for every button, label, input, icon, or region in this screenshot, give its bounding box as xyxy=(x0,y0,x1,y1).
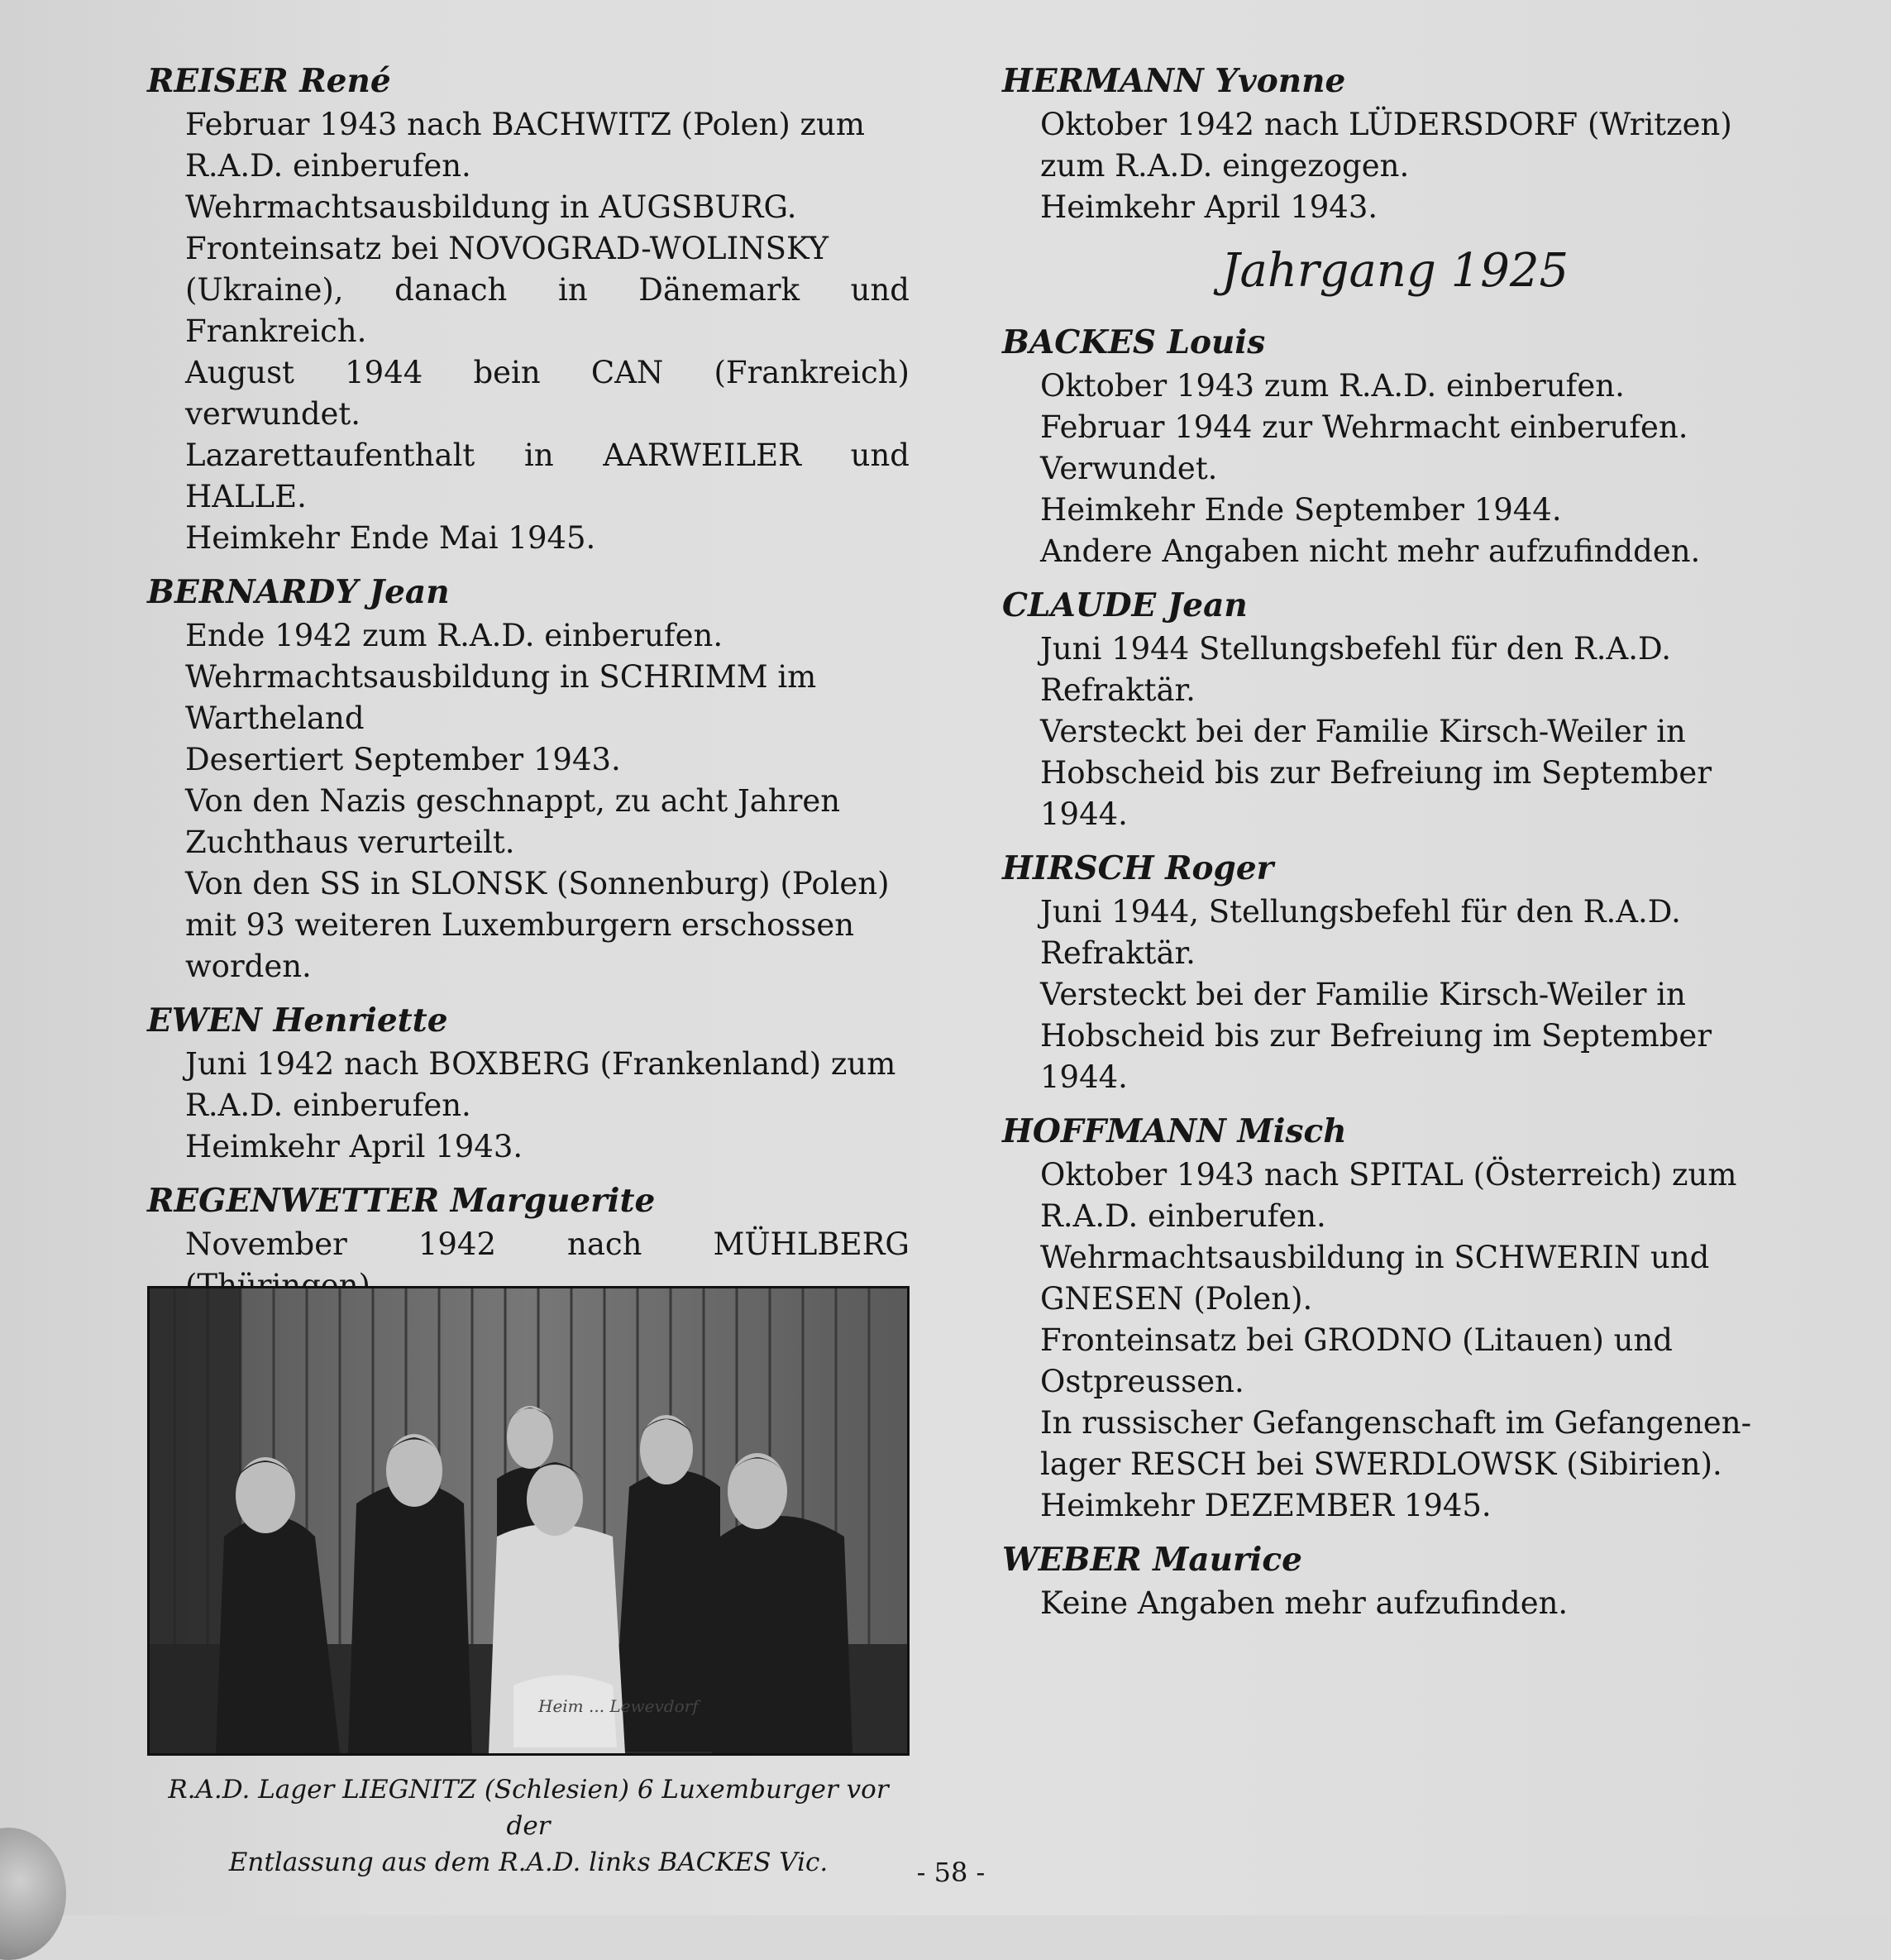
entry-line: Heimkehr DEZEMBER 1945. xyxy=(1040,1488,1492,1523)
entry-bernardy-jean xyxy=(147,569,910,987)
entry-line: Andere Angaben nicht mehr aufzufindden. xyxy=(1040,533,1701,569)
entry-name: HIRSCH Roger xyxy=(1002,849,1274,887)
bag-lettering: Heim ... Lewevdorf xyxy=(538,1696,699,1716)
entry-line: lager RESCH bei SWERDLOWSK (Sibirien). xyxy=(1040,1446,1722,1482)
entry-hirsch-roger xyxy=(1002,845,1763,1098)
entry-name: WEBER Maurice xyxy=(1002,1541,1302,1579)
entry-line: mit 93 weiteren Luxemburgern erschossen xyxy=(185,907,855,943)
entry-body xyxy=(1040,104,1763,228)
entry-line: Fronteinsatz bei GRODNO (Litauen) und xyxy=(1040,1322,1673,1358)
year-heading: Jahrgang 1925 xyxy=(1221,244,1569,298)
entry-line: Heimkehr April 1943. xyxy=(1040,189,1378,225)
entry-line: Februar 1943 nach BACHWITZ (Polen) zum xyxy=(185,107,865,142)
entry-body xyxy=(185,104,910,559)
entry-line: Ende 1942 zum R.A.D. einberufen. xyxy=(185,618,723,653)
entry-line: Juni 1942 nach BOXBERG (Frankenland) zum xyxy=(185,1046,896,1082)
entry-line: Oktober 1943 nach SPITAL (Österreich) zum xyxy=(1040,1157,1737,1193)
entry-line: Hobscheid bis zur Befreiung im September xyxy=(1040,755,1712,791)
entry-line: Wartheland xyxy=(185,700,365,736)
entry-body xyxy=(1040,366,1763,572)
entry-line: Wehrmachtsausbildung in AUGSBURG. xyxy=(185,189,797,225)
entry-line: Fronteinsatz bei NOVOGRAD-WOLINSKY xyxy=(185,231,829,266)
entry-line: November 1942 nach MÜHLBERG xyxy=(185,1226,910,1262)
entry-line: worden. xyxy=(185,949,312,984)
right-column xyxy=(1002,58,1763,1634)
entry-line: Desertiert September 1943. xyxy=(185,742,621,777)
caption-line-1: R.A.D. Lager LIEGNITZ (Schlesien) 6 Luxemburger vor der xyxy=(168,1775,889,1841)
entry-name: HERMANN Yvonne xyxy=(1002,62,1346,100)
entry-line: In russischer Gefangenschaft im Gefangenen- xyxy=(1040,1405,1752,1441)
entry-name: REGENWETTER Marguerite xyxy=(147,1182,656,1220)
entry-line: R.A.D. einberufen. xyxy=(185,148,471,184)
entry-line: Verwundet. xyxy=(1040,451,1218,486)
entry-line: Lazarettaufenthalt in AARWEILER und HALLE. xyxy=(185,437,910,514)
entry-body xyxy=(185,1044,910,1168)
entry-line: Wehrmachtsausbildung in SCHWERIN und xyxy=(1040,1240,1710,1275)
entry-line: Heimkehr Ende Mai 1945. xyxy=(185,520,596,556)
entry-body xyxy=(1040,1583,1763,1624)
photo-caption xyxy=(147,1771,910,1881)
entry-line: Hobscheid bis zur Befreiung im September xyxy=(1040,1018,1712,1054)
entry-line: Heimkehr Ende September 1944. xyxy=(1040,492,1562,528)
entry-body xyxy=(1040,1154,1763,1527)
entry-weber-maurice xyxy=(1002,1537,1763,1624)
entry-line: 1944. xyxy=(1040,1059,1128,1095)
entry-line: Refraktär. xyxy=(1040,935,1196,971)
entry-name: BACKES Louis xyxy=(1002,323,1266,361)
entry-backes-louis xyxy=(1002,319,1763,572)
entry-line: Juni 1944, Stellungsbefehl für den R.A.D. xyxy=(1040,894,1681,930)
entry-line: Ostpreussen. xyxy=(1040,1364,1244,1399)
entry-hermann-yvonne xyxy=(1002,58,1763,228)
entry-ewen-henriette xyxy=(147,997,910,1168)
entry-line: Februar 1944 zur Wehrmacht einberufen. xyxy=(1040,409,1688,445)
entry-line: Versteckt bei der Familie Kirsch-Weiler in xyxy=(1040,714,1686,749)
entry-name: CLAUDE Jean xyxy=(1002,586,1248,624)
entry-line: Zuchthaus verurteilt. xyxy=(185,825,515,860)
page-number: - 58 - xyxy=(916,1857,986,1888)
left-column xyxy=(147,58,910,1399)
entry-line: Von den SS in SLONSK (Sonnenburg) (Polen) xyxy=(185,866,890,901)
entry-line: Oktober 1943 zum R.A.D. einberufen. xyxy=(1040,368,1625,404)
entry-line: Juni 1944 Stellungsbefehl für den R.A.D. xyxy=(1040,631,1672,667)
entry-name: HOFFMANN Misch xyxy=(1002,1112,1347,1150)
entry-line: Oktober 1942 nach LÜDERSDORF (Writzen) xyxy=(1040,107,1732,142)
entry-line: R.A.D. einberufen. xyxy=(1040,1198,1326,1234)
entry-line: Refraktär. xyxy=(1040,672,1196,708)
entry-line: Heimkehr April 1943. xyxy=(185,1129,523,1164)
entry-line: GNESEN (Polen). xyxy=(1040,1281,1313,1317)
group-photo xyxy=(147,1286,910,1756)
entry-name: BERNARDY Jean xyxy=(147,573,450,611)
entry-body xyxy=(1040,892,1763,1098)
entry-name: REISER René xyxy=(147,62,391,100)
entry-line: Von den Nazis geschnappt, zu acht Jahren xyxy=(185,783,841,819)
entry-reiser-rene xyxy=(147,58,910,559)
caption-line-2: Entlassung aus dem R.A.D. links BACKES Vic. xyxy=(228,1848,829,1877)
entry-claude-jean xyxy=(1002,582,1763,835)
entry-line: (Ukraine), danach in Dänemark und Frankreich. xyxy=(185,272,910,349)
thumb-shadow xyxy=(0,1828,66,1960)
entry-line: August 1944 bein CAN (Frankreich) verwundet. xyxy=(185,355,910,432)
entry-name: EWEN Henriette xyxy=(147,1002,448,1040)
entry-line: zum R.A.D. eingezogen. xyxy=(1040,148,1410,184)
group-photo-illustration xyxy=(150,1288,907,1753)
entry-line: Wehrmachtsausbildung in SCHRIMM im xyxy=(185,659,817,695)
entry-body xyxy=(185,615,910,987)
entry-line: Versteckt bei der Familie Kirsch-Weiler in xyxy=(1040,977,1686,1012)
entry-line: 1944. xyxy=(1040,796,1128,832)
entry-line: R.A.D. einberufen. xyxy=(185,1088,471,1123)
entry-hoffmann-misch xyxy=(1002,1108,1763,1527)
entry-line: Keine Angaben mehr aufzufinden. xyxy=(1040,1585,1569,1621)
entry-body xyxy=(1040,629,1763,835)
